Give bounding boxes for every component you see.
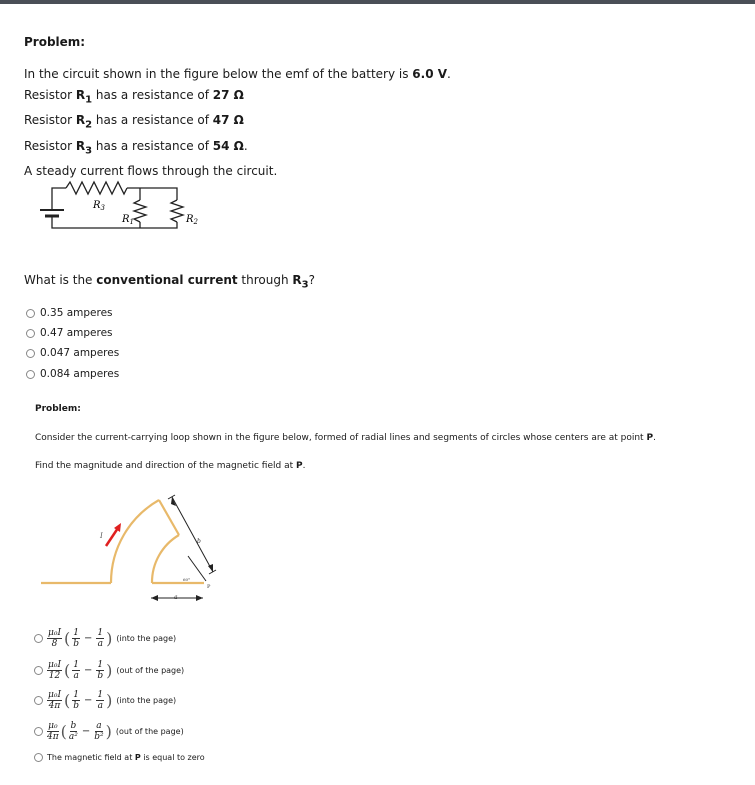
problem1-text bbox=[24, 64, 744, 182]
problem1-emf-line: In the circuit shown in the figure below the emf of the battery is 6.0 V. bbox=[24, 67, 451, 81]
field-option-2[interactable] bbox=[34, 660, 184, 681]
label-point-p: P bbox=[207, 584, 211, 590]
field-option-1[interactable] bbox=[34, 628, 176, 649]
expression: $\frac{\text{μ₀I}}{8}$ ( $\frac{1}{b}$ − $\frac{1}{a}$ ) (into the page) bbox=[48, 628, 177, 649]
label-angle: 60° bbox=[183, 577, 191, 582]
answer-option-1[interactable]: 0.35 amperes bbox=[26, 307, 113, 319]
radio-button[interactable] bbox=[34, 666, 43, 675]
expression: $\frac{\text{μ₀I}}{12}$ ( $\frac{1}{a}$ − $\frac{1}{b}$ ) (out of the page) bbox=[48, 660, 185, 681]
resistor-line-3: Resistor $R_3$ has a resistance of 54 Ω. bbox=[24, 138, 248, 157]
label-current: I bbox=[100, 532, 103, 540]
problem2-description: Consider the current-carrying loop shown in the figure below, formed of radial lines and segments of circles whose centers are at point P. bbox=[35, 433, 656, 443]
label-a: a bbox=[174, 594, 178, 601]
label-r3: $R_3$ bbox=[93, 200, 105, 212]
problem2-heading: Problem: bbox=[35, 404, 81, 414]
label-r1: $R_1$ bbox=[122, 214, 134, 226]
radio-button[interactable] bbox=[34, 696, 43, 705]
top-bar bbox=[0, 0, 755, 4]
problem2-question: Find the magnitude and direction of the magnetic field at P. bbox=[35, 461, 306, 471]
steady-current-line: A steady current flows through the circuit. bbox=[24, 164, 278, 179]
radio-button[interactable] bbox=[34, 753, 43, 762]
answer-option-3[interactable]: 0.047 amperes bbox=[26, 347, 119, 359]
circuit-diagram bbox=[30, 176, 220, 246]
radio-button[interactable] bbox=[26, 370, 35, 379]
option-zero-text: The magnetic field at P is equal to zero bbox=[47, 753, 205, 762]
label-r2: $R_2$ bbox=[186, 214, 198, 226]
radio-button[interactable] bbox=[34, 634, 43, 643]
answer-option-4[interactable]: 0.084 amperes bbox=[26, 368, 119, 380]
field-option-zero[interactable] bbox=[34, 753, 205, 762]
radio-button[interactable] bbox=[26, 349, 35, 358]
radio-button[interactable] bbox=[26, 329, 35, 338]
expression: $\frac{\text{μ₀I}}{4\pi}$ ( $\frac{1}{b}$ − $\frac{1}{a}$ ) (into the page) bbox=[48, 690, 177, 711]
radio-button[interactable] bbox=[34, 727, 43, 736]
problem1-question: What is the conventional current through $R_3$? bbox=[24, 273, 315, 291]
field-option-4[interactable] bbox=[34, 721, 184, 742]
current-loop-diagram bbox=[38, 488, 228, 606]
answer-option-2[interactable]: 0.47 amperes bbox=[26, 327, 113, 339]
expression: $\frac{\text{μ₀}}{4\pi}$ ( $\frac{b}{\text{a²}}$ − $\frac{a}{\text{b²}}$ ) (out of the page) bbox=[47, 721, 184, 742]
field-option-3[interactable] bbox=[34, 690, 176, 711]
label-b: b bbox=[197, 538, 201, 545]
problem1-heading: Problem: bbox=[24, 35, 86, 49]
resistor-line-1: Resistor $R_1$ has a resistance of 27 Ω bbox=[24, 88, 244, 106]
radio-button[interactable] bbox=[26, 309, 35, 318]
resistor-line-2: Resistor $R_2$ has a resistance of 47 Ω bbox=[24, 113, 244, 131]
